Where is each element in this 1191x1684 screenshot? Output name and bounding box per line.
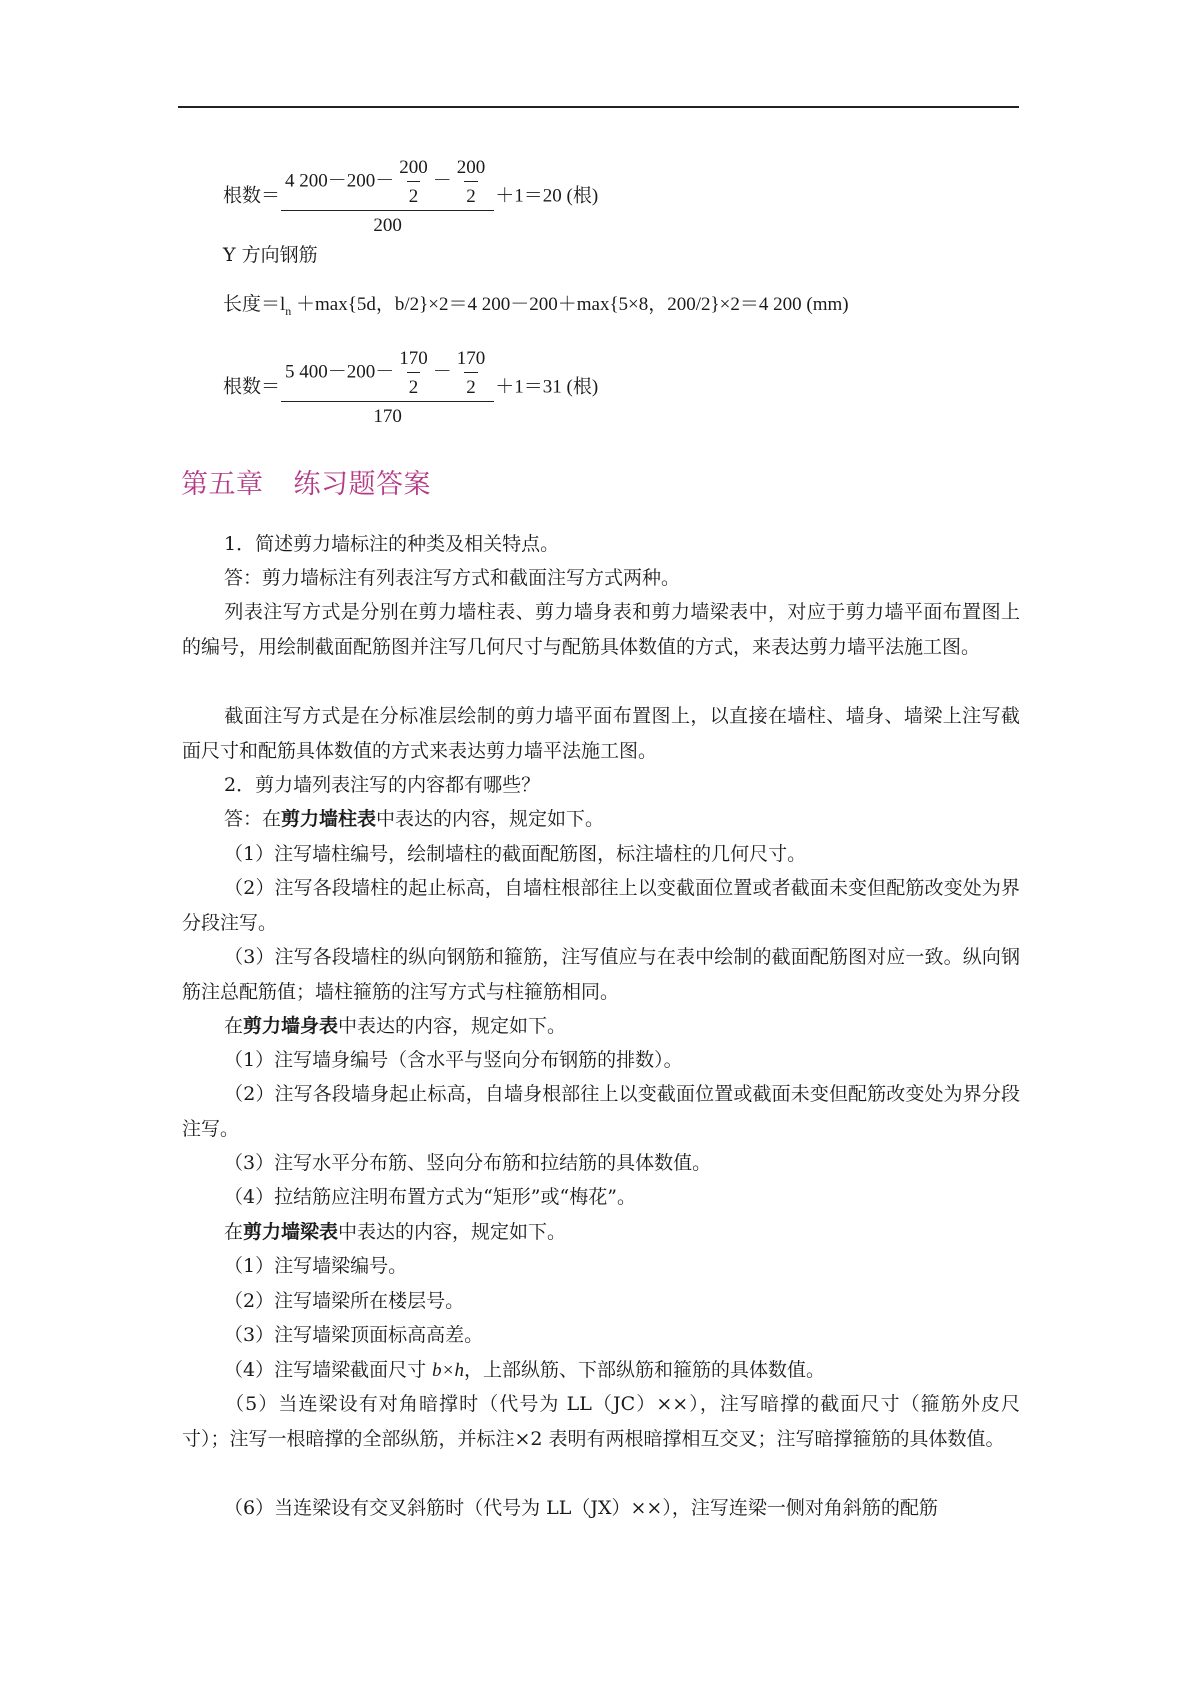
question-1: 1．简述剪力墙标注的种类及相关特点。 [224, 533, 560, 555]
header-rule [178, 106, 1019, 108]
column-item-2: （2）注写各段墙柱的起止标高，自墙柱根部往上以变截面位置或者截面未变但配筋改变处为界分段注写。 [182, 877, 1020, 934]
main-fraction [283, 158, 492, 235]
formula-lhs: 根数＝ [223, 375, 281, 398]
formula-count-x [223, 158, 598, 235]
main-fraction [283, 349, 492, 426]
body-item-4: （4）拉结筋应注明布置方式为“矩形”或“梅花”。 [224, 1186, 636, 1208]
beam-item-6: （6）当连梁设有交叉斜筋时（代号为 LL（JX）××），注写连梁一侧对角斜筋的配筋 [224, 1497, 938, 1519]
body-item-3: （3）注写水平分布筋、竖向分布筋和拉结筋的具体数值。 [224, 1152, 712, 1174]
beam-item-5: （5）当连梁设有对角暗撑时（代号为 LL（JC）××），注写暗撑的截面尺寸（箍筋外皮尺寸）；注写一根暗撑的全部纵筋，并标注×2 表明有两根暗撑相互交叉；注写暗撑箍筋的具体数值。 [182, 1393, 1020, 1450]
body-item-1: （1）注写墙身编号（含水平与竖向分布钢筋的排数）。 [224, 1049, 683, 1071]
list-method-paragraph: 列表注写方式是分别在剪力墙柱表、剪力墙身表和剪力墙梁表中，对应于剪力墙平面布置图上的编号，用绘制截面配筋图并注写几何尺寸与配筋具体数值的方式，来表达剪力墙平法施工图。 [182, 601, 1020, 658]
body-table-intro: 在剪力墙身表中表达的内容，规定如下。 [224, 1015, 567, 1037]
sub-fraction: $\frac{170}{2}$ [456, 348, 486, 398]
fraction-numerator: 4 200－200－ $\frac{200}{2}$ － $\frac{200}{2}$ [285, 157, 486, 207]
sub-fraction: $\frac{200}{2}$ [456, 157, 486, 207]
beam-table-intro: 在剪力墙梁表中表达的内容，规定如下。 [224, 1221, 567, 1243]
chapter-number: 第五章 [181, 469, 264, 500]
beam-item-4: （4）注写墙梁截面尺寸 b×h，上部纵筋、下部纵筋和箍筋的具体数值。 [224, 1359, 825, 1381]
column-item-1: （1）注写墙柱编号，绘制墙柱的截面配筋图，标注墙柱的几何尺寸。 [224, 843, 807, 865]
fraction-denominator: 170 [281, 401, 494, 426]
answer-2-intro: 答：在剪力墙柱表中表达的内容，规定如下。 [224, 808, 605, 830]
sub-fraction: $\frac{170}{2}$ [399, 348, 428, 398]
y-direction-heading: Y 方向钢筋 [223, 244, 318, 266]
beam-item-1: （1）注写墙梁编号。 [224, 1255, 408, 1277]
body-item-2: （2）注写各段墙身起止标高，自墙身根部往上以变截面位置或截面未变但配筋改变处为界分段注写。 [182, 1083, 1020, 1140]
formula-tail: ＋1＝20 (根) [495, 185, 599, 207]
formula-lhs: 根数＝ [223, 184, 281, 207]
column-item-3: （3）注写各段墙柱的纵向钢筋和箍筋，注写值应与在表中绘制的截面配筋图对应一致。纵向钢筋注总配筋值；墙柱箍筋的注写方式与柱箍筋相同。 [182, 946, 1020, 1003]
sub-fraction: $\frac{200}{2}$ [399, 157, 428, 207]
formula-count-y [223, 349, 598, 426]
beam-item-3: （3）注写墙梁顶面标高高差。 [224, 1324, 484, 1346]
beam-item-2: （2）注写墙梁所在楼层号。 [224, 1290, 465, 1312]
chapter-heading [181, 462, 431, 501]
fraction-denominator: 200 [281, 210, 494, 235]
formula-length-y: 长度$=l_n +\max\{5d$，b/2}×2＝4 200－200＋max{5×8，200/2}×2＝4 200 (mm) [223, 294, 849, 318]
formula-tail: ＋1＝31 (根) [495, 376, 599, 398]
answer-1: 答：剪力墙标注有列表注写方式和截面注写方式两种。 [224, 567, 681, 589]
question-2: 2．剪力墙列表注写的内容都有哪些？ [224, 774, 541, 796]
fraction-numerator: 5 400－200－ $\frac{170}{2}$ － $\frac{170}{2}$ [285, 348, 486, 398]
section-method-paragraph: 截面注写方式是在分标准层绘制的剪力墙平面布置图上，以直接在墙柱、墙身、墙梁上注写截面尺寸和配筋具体数值的方式来表达剪力墙平法施工图。 [182, 705, 1020, 762]
chapter-title: 练习题答案 [293, 469, 431, 500]
